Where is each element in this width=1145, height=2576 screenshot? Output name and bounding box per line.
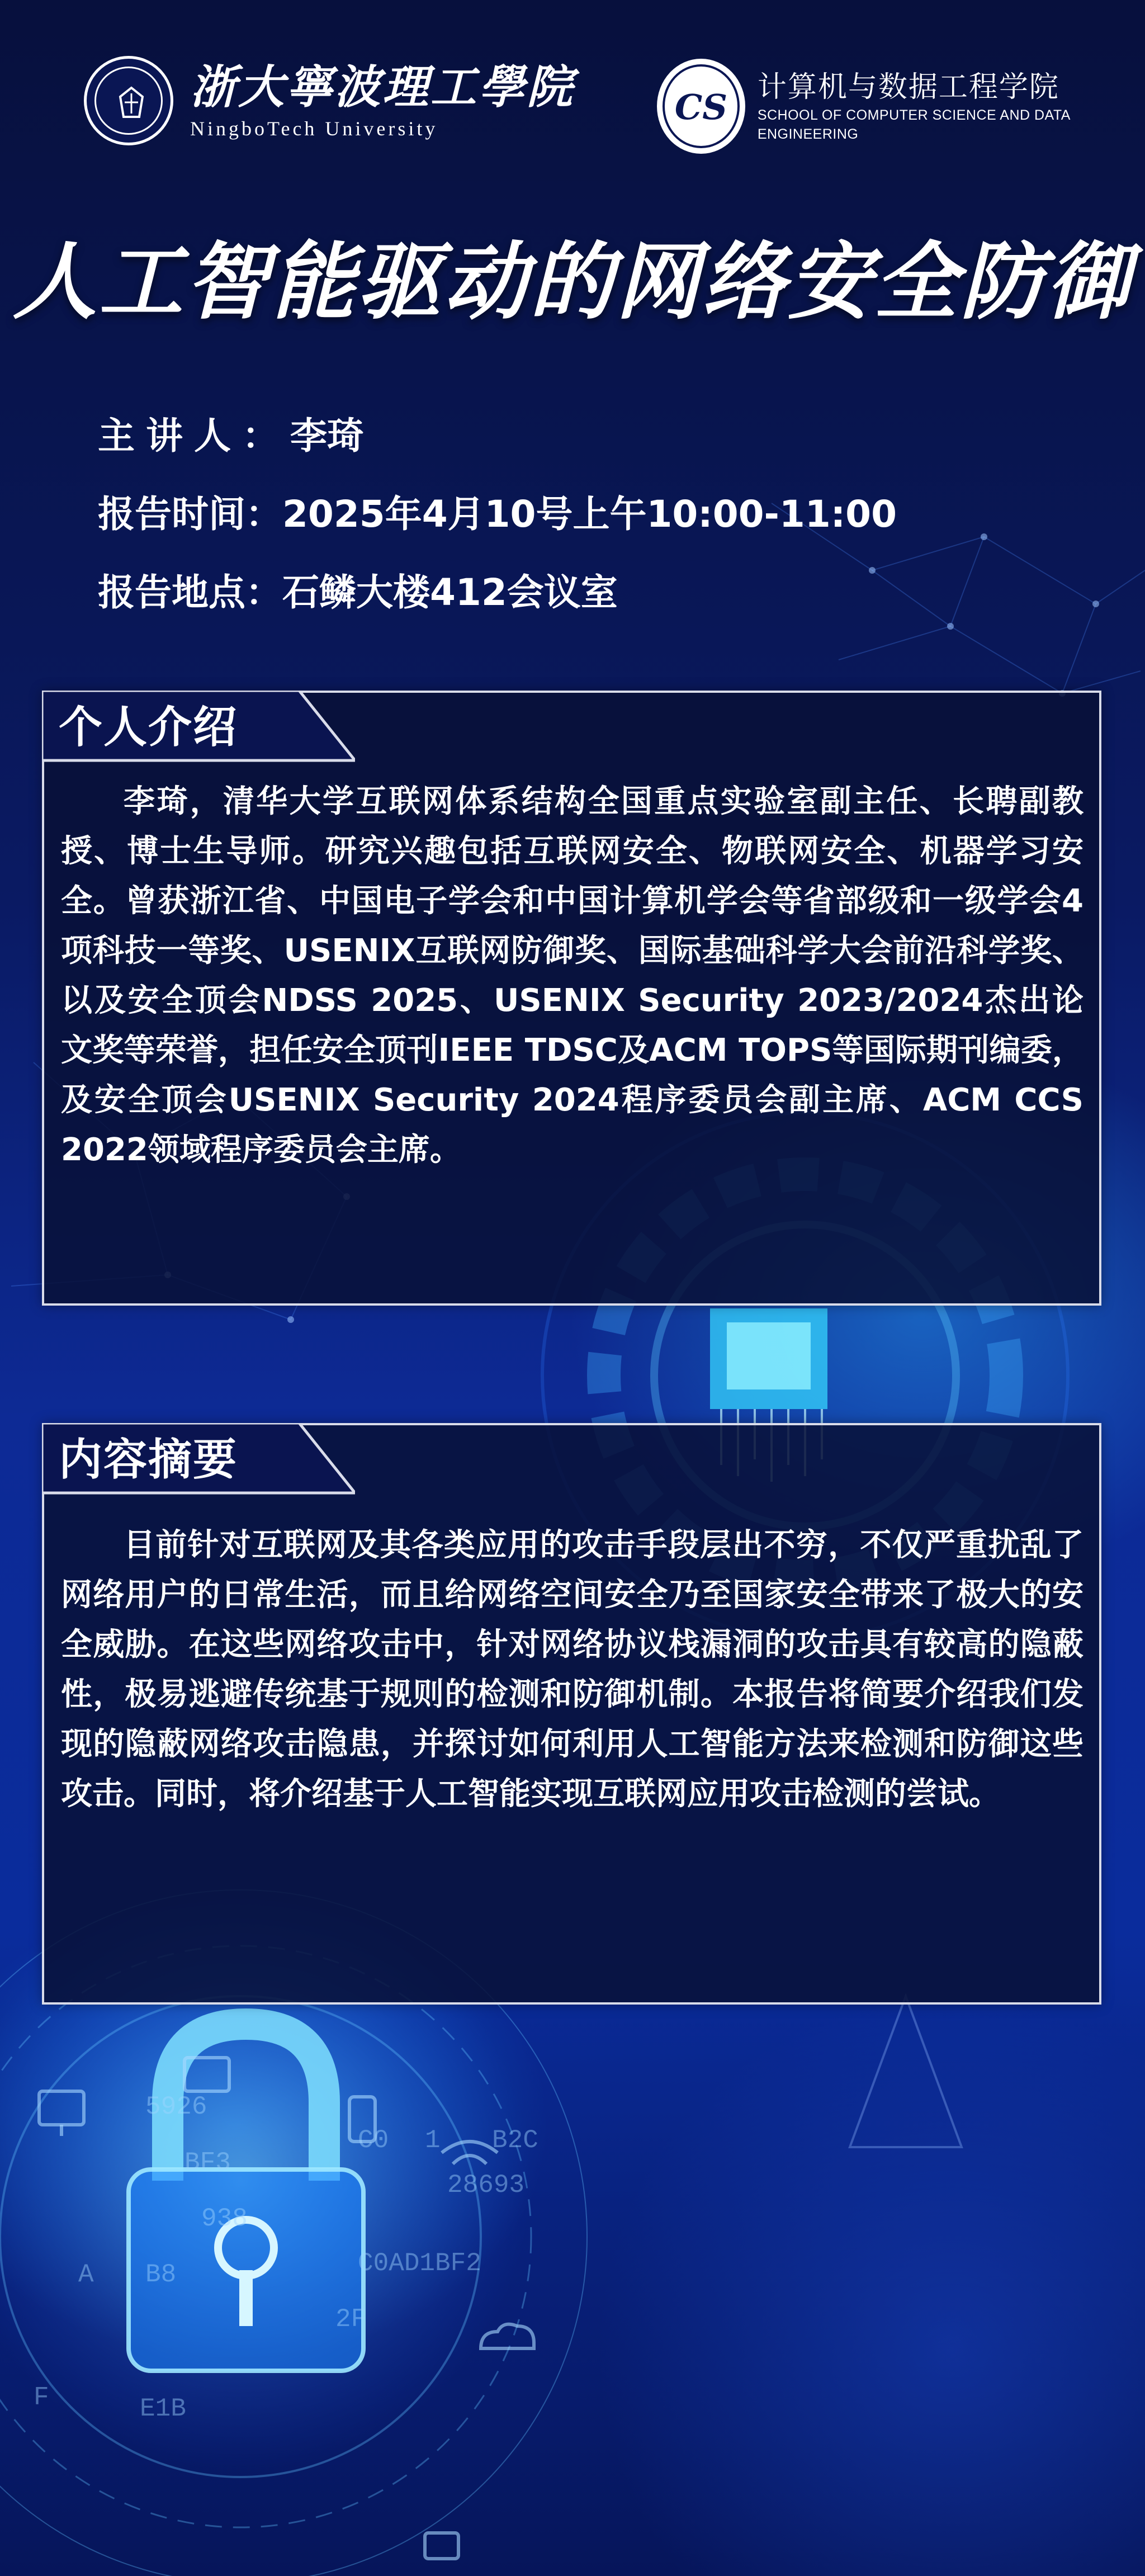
time-line: [98, 484, 897, 562]
speaker-label: 主讲人：: [98, 414, 290, 457]
hex-digits-13: A: [78, 2260, 94, 2289]
speaker-line: [98, 405, 897, 484]
school-logo: [657, 59, 1145, 154]
school-seal-icon: CS: [657, 59, 745, 154]
hex-digits-6: B2C: [492, 2126, 538, 2155]
place-label: 报告地点：: [98, 571, 282, 614]
hex-digits-2: BF3: [184, 2148, 231, 2177]
hex-digits-8: C0AD1BF2: [358, 2249, 481, 2278]
bio-section: [42, 691, 1101, 1306]
bio-heading-tab: [42, 691, 355, 767]
place-line: [98, 562, 897, 640]
abstract-paragraph: 目前针对互联网及其各类应用的攻击手段层出不穷，不仅严重扰乱了网络用户的日常生活，而且给网络空间安全乃至国家安全带来了极大的安全威胁。在这些网络攻击中，针对网络协议栈漏洞的攻击具有较高的隐蔽性，极易逃避传统基于规则的检测和防御机制。本报告将简要介绍我们发现的隐蔽网络攻击隐患，并探讨如何利用人工智能方法来检测和防御这些攻击。同时，将介绍基于人工智能实现互联网应用攻击检测的尝试。: [61, 1527, 1084, 1812]
hex-digits-4: C0: [358, 2126, 389, 2155]
university-seal-icon: [84, 56, 173, 145]
abstract-heading: 内容摘要: [59, 1435, 238, 1485]
screen-icon: [425, 2533, 458, 2559]
talk-info: [98, 405, 897, 640]
abstract-section: [42, 1423, 1101, 2005]
hex-digits-11: E1B: [140, 2394, 186, 2423]
bio-heading: 个人介绍: [59, 702, 238, 753]
time-value: 2025年4月10号上午10:00-11:00: [282, 493, 897, 536]
university-name-en: NingboTech University: [190, 117, 438, 140]
hex-digits-7: 28693: [447, 2171, 525, 2200]
talk-title: 人工智能驱动的网络安全防御: [12, 234, 1132, 331]
school-name-cn: 计算机与数据工程学院: [757, 70, 1059, 104]
place-value: 石鳞大楼412会议室: [282, 571, 618, 614]
hex-digits-12: F: [34, 2383, 49, 2412]
time-label: 报告时间：: [98, 493, 282, 536]
university-logo: [84, 56, 575, 145]
university-name-cn: 浙大寧波理工學院: [190, 60, 575, 114]
bio-text: [61, 777, 1084, 1175]
hex-digits-5: 1: [425, 2126, 441, 2155]
hex-digits-9: B8: [145, 2260, 177, 2289]
bio-paragraph: 李琦，清华大学互联网体系结构全国重点实验室副主任、长聘副教授、博士生导师。研究兴趣包括互联网安全、物联网安全、机器学习安全。曾获浙江省、中国电子学会和中国计算机学会等省部级和一级学会4项科技一等奖、USENIX互联网防御奖、国际基础科学大会前沿科学奖、以及安全顶会NDSS 2025、USENIX Security 2023/2024杰出论文奖等荣誉，担任安全顶刊IEEE TDSC及ACM TOPS等国际期刊编委，及安全顶会USENIX Security 2024程序委员会副主席、ACM CCS 2022领域程序委员会主席。: [61, 783, 1084, 1168]
abstract-text: [61, 1520, 1084, 1819]
hex-digits-10: 2F: [335, 2305, 367, 2334]
school-name-en: SCHOOL OF COMPUTER SCIENCE AND DATA ENGINEERING: [757, 107, 1070, 142]
abstract-heading-tab: [42, 1423, 355, 1499]
hex-digits-3: 938: [201, 2204, 248, 2233]
hex-digits-1: 5926: [145, 2092, 207, 2121]
speaker-name: 李琦: [290, 414, 364, 457]
